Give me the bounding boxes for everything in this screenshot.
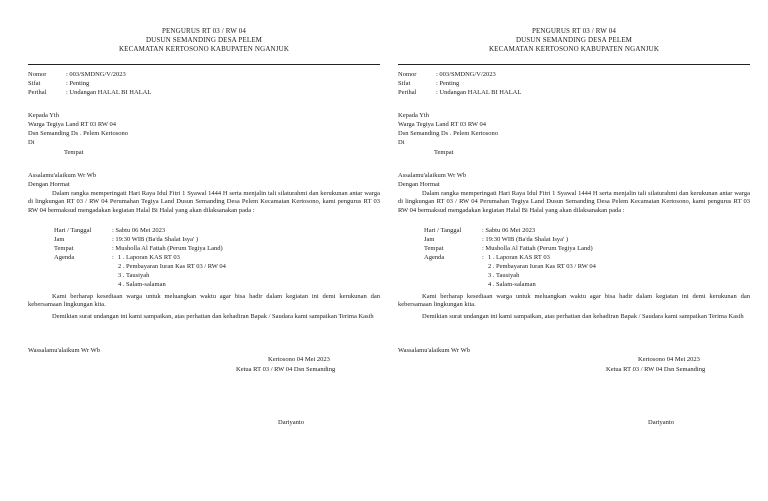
meta-value: : 003/SMDNG/V/2023 <box>66 71 126 78</box>
meta-label: Sifat <box>398 80 411 87</box>
meta-row-perihal <box>398 89 521 97</box>
agenda-number: 4 . <box>488 281 495 288</box>
detail-value: : 19:30 WIB (Ba'da Shalat Isya' ) <box>112 236 198 243</box>
meta-row-nomor <box>28 71 126 79</box>
agenda-item: Pembayaran Iuran Kas RT 03 / RW 04 <box>126 263 226 270</box>
agenda-item: Pembayaran Iuran Kas RT 03 / RW 04 <box>496 263 596 270</box>
recipient-line-3: Dsn Semanding Ds . Pelem Kertosono <box>398 130 499 137</box>
detail-value: : Sabtu 06 Mei 2023 <box>112 227 166 234</box>
agenda-colon: : <box>112 254 114 261</box>
letter-copy-left <box>28 0 386 501</box>
letterhead-line-1: PENGURUS RT 03 / RW 04 <box>161 27 247 35</box>
recipient-line-1: Kepada Yth <box>398 112 429 119</box>
meta-row-sifat <box>28 80 89 88</box>
letterhead-rule <box>398 64 750 65</box>
agenda-number: 1 . <box>488 254 495 261</box>
recipient-line-3: Dsn Semanding Ds . Pelem Kertosono <box>28 130 129 137</box>
signatory-title: Ketua RT 03 / RW 04 Dsn Semanding <box>606 366 706 373</box>
detail-value: : Sabtu 06 Mei 2023 <box>482 227 536 234</box>
meta-row-nomor <box>398 71 496 79</box>
meta-row-sifat <box>398 80 459 88</box>
signatory-title: Ketua RT 03 / RW 04 Dsn Semanding <box>236 366 336 373</box>
agenda-item: Laporan KAS RT 03 <box>496 254 550 261</box>
salutation: Dengan Hormat <box>28 181 70 188</box>
letterhead-rule <box>28 64 380 65</box>
meta-label: Nomor <box>28 71 47 78</box>
recipient-line-4: Di <box>28 139 35 146</box>
meta-label: Nomor <box>398 71 417 78</box>
detail-label: Tempat <box>54 245 74 252</box>
body-paragraph-3: Demikian surat undangan ini kami sampaikan, atas perhatian dan kehadiran Bapak / Saudara kami sampaikan Terima Kasih <box>52 313 374 320</box>
recipient-line-2: Warga Tegiya Land RT 03 RW 04 <box>398 121 487 128</box>
body-paragraph-2: Kami berharap kesediaan warga untuk meluangkan waktu agar bisa hadir dalam kegiatan ini demi kerukunan dan kebersamaan lingkungan kita. <box>28 293 380 309</box>
signatory-name: Dariyanto <box>278 419 304 426</box>
agenda-item: Salam-salaman <box>126 281 166 288</box>
signatory-name: Dariyanto <box>648 419 674 426</box>
detail-label: Jam <box>54 236 65 243</box>
recipient-place: Tempat <box>64 149 84 156</box>
detail-label: Hari / Tanggal <box>54 227 92 234</box>
meta-value: : 003/SMDNG/V/2023 <box>436 71 496 78</box>
meta-value: : Penting <box>66 80 90 87</box>
detail-label: Hari / Tanggal <box>424 227 462 234</box>
letterhead-line-1: PENGURUS RT 03 / RW 04 <box>531 27 617 35</box>
agenda-label: Agenda <box>424 254 445 261</box>
meta-label: Perihal <box>398 89 417 96</box>
agenda-colon: : <box>482 254 484 261</box>
body-paragraph-2: Kami berharap kesediaan warga untuk meluangkan waktu agar bisa hadir dalam kegiatan ini demi kerukunan dan kebersamaan lingkungan kita. <box>398 293 750 309</box>
meta-row-perihal <box>28 89 151 97</box>
greeting-open: Assalamu'alaikum Wr Wb <box>398 172 467 179</box>
agenda-item: Tausiyah <box>126 272 150 279</box>
agenda-item: Salam-salaman <box>496 281 536 288</box>
meta-value: : Undangan HALAL BI HALAL <box>436 89 522 96</box>
meta-label: Perihal <box>28 89 47 96</box>
body-paragraph-1: Dalam rangka memperingati Hari Raya Idul Fitri 1 Syawal 1444 H serta menjalin tali silaturahmi dan kerukunan antar warga di lingkungan RT 03 / RW 04 Perumahan Tegiya Land Dusun Semanding Desa Pelem Kecamatan Kertosono, kami pengurus RT 03 RW 04 bermaksud mengadakan kegiatan Halal Bi Halal yang akan dilaksanakan pada : <box>398 190 750 214</box>
letterhead-line-2: DUSUN SEMANDING DESA PELEM <box>515 36 633 44</box>
meta-value: : Penting <box>436 80 460 87</box>
meta-value: : Undangan HALAL BI HALAL <box>66 89 152 96</box>
detail-label: Tempat <box>424 245 444 252</box>
recipient-place: Tempat <box>434 149 454 156</box>
agenda-number: 1 . <box>118 254 125 261</box>
salutation: Dengan Hormat <box>398 181 440 188</box>
detail-value: : Musholla Al Fattah (Perum Tegiya Land) <box>482 245 593 252</box>
body-paragraph-3: Demikian surat undangan ini kami sampaikan, atas perhatian dan kehadiran Bapak / Saudara kami sampaikan Terima Kasih <box>422 313 744 320</box>
letterhead-line-3: KECAMATAN KERTOSONO KABUPATEN NGANJUK <box>488 45 660 53</box>
agenda-number: 2 . <box>488 263 495 270</box>
place-date: Kertosono 04 Mei 2023 <box>268 356 330 363</box>
letterhead <box>28 27 380 54</box>
letterhead-line-2: DUSUN SEMANDING DESA PELEM <box>145 36 263 44</box>
letter-copy-right <box>398 0 756 501</box>
agenda-number: 3 . <box>488 272 495 279</box>
letterhead-line-3: KECAMATAN KERTOSONO KABUPATEN NGANJUK <box>118 45 290 53</box>
recipient-line-1: Kepada Yth <box>28 112 59 119</box>
agenda-number: 2 . <box>118 263 125 270</box>
body-paragraph-1: Dalam rangka memperingati Hari Raya Idul Fitri 1 Syawal 1444 H serta menjalin tali silaturahmi dan kerukunan antar warga di lingkungan RT 03 / RW 04 Perumahan Tegiya Land Dusun Semanding Desa Pelem Kecamatan Kertosono, kami pengurus RT 03 RW 04 bermaksud mengadakan kegiatan Halal Bi Halal yang akan dilaksanakan pada : <box>28 190 380 214</box>
agenda-number: 4 . <box>118 281 125 288</box>
detail-label: Jam <box>424 236 435 243</box>
letterhead <box>398 27 750 54</box>
detail-value: : 19:30 WIB (Ba'da Shalat Isya' ) <box>482 236 568 243</box>
agenda-item: Laporan KAS RT 03 <box>126 254 180 261</box>
greeting-close: Wassalamu'alaikum Wr Wb <box>398 347 470 354</box>
recipient-line-4: Di <box>398 139 405 146</box>
agenda-number: 3 . <box>118 272 125 279</box>
detail-value: : Musholla Al Fattah (Perum Tegiya Land) <box>112 245 223 252</box>
meta-label: Sifat <box>28 80 41 87</box>
agenda-item: Tausiyah <box>496 272 520 279</box>
greeting-close: Wassalamu'alaikum Wr Wb <box>28 347 100 354</box>
place-date: Kertosono 04 Mei 2023 <box>638 356 700 363</box>
recipient-line-2: Warga Tegiya Land RT 03 RW 04 <box>28 121 117 128</box>
greeting-open: Assalamu'alaikum Wr Wb <box>28 172 97 179</box>
agenda-label: Agenda <box>54 254 75 261</box>
